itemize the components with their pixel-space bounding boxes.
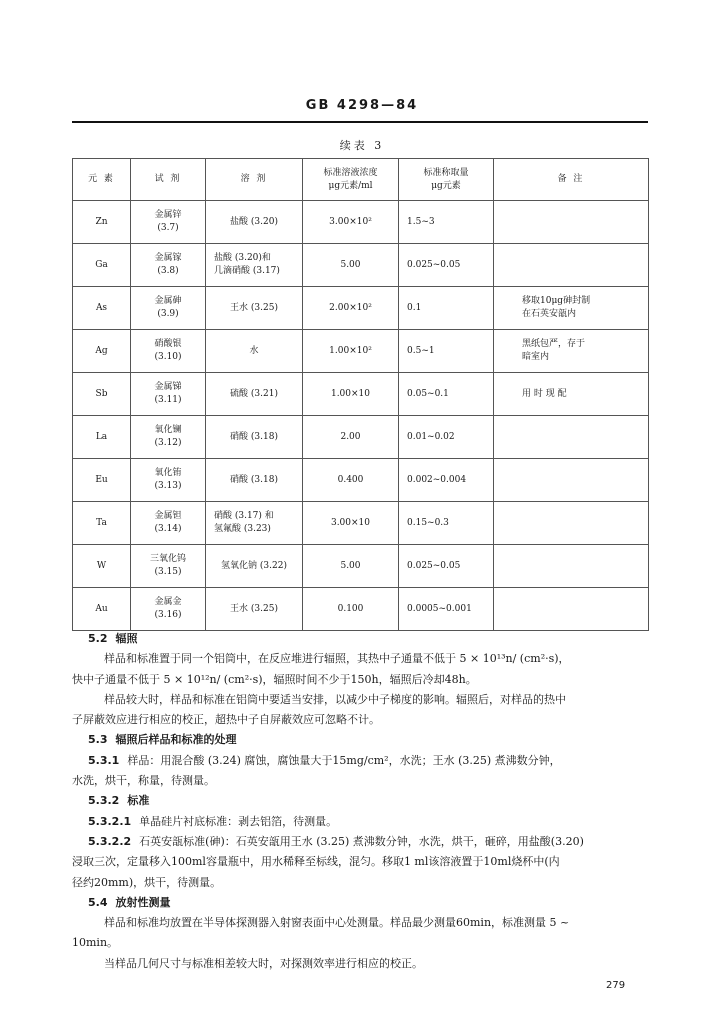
section-number: 5.2 — [88, 632, 108, 645]
paragraph: 子屏蔽效应进行相应的校正，超热中子自屏蔽效应可忽略不计。 — [72, 713, 380, 727]
header-label: 溶 剂 — [240, 174, 268, 184]
solvent-text: 几滴硝酸 (3.17) — [214, 266, 280, 276]
element-symbol: As — [95, 302, 108, 313]
solvent-text: 王水 (3.25) — [230, 302, 278, 313]
reagent-text: 氧化铕 — [154, 468, 182, 478]
concentration-cell — [303, 287, 399, 330]
solvent-text: 盐酸 (3.20) — [230, 216, 278, 227]
reagent-text: 三氧化钨 — [149, 554, 186, 564]
amount-cell — [399, 502, 494, 545]
element-symbol: Sb — [95, 388, 108, 399]
table-header — [73, 159, 649, 201]
reagent-text: (3.15) — [154, 567, 182, 577]
concentration-value: 3.00×10 — [330, 517, 371, 528]
amount-value: 0.002~0.004 — [407, 474, 467, 485]
note-cell — [494, 373, 649, 416]
solvent-cell — [206, 287, 303, 330]
element-cell — [73, 416, 131, 459]
section-5-3-heading — [88, 730, 648, 750]
col-note-header — [494, 159, 649, 201]
amount-cell — [399, 201, 494, 244]
note-text: 黑纸包严，存于 — [522, 339, 586, 349]
amount-cell — [399, 373, 494, 416]
reagent-text: (3.13) — [154, 481, 182, 491]
header-label: 标准称取量 — [423, 167, 469, 178]
paragraph: 样品较大时，样品和标准在铝筒中要适当安排，以减少中子梯度的影响。辐照后，对样品的热中 — [104, 692, 566, 706]
table-row — [73, 416, 649, 459]
header-label: μg元素 — [431, 180, 461, 191]
paragraph: 样品和标准均放置在半导体探测器入射窗表面中心处测量。样品最少测量60min，标准测量 5 ~ — [104, 916, 570, 930]
reagent-cell — [131, 201, 206, 244]
element-cell — [73, 373, 131, 416]
section-title: 放射性测量 — [115, 895, 171, 909]
reagent-text: (3.14) — [154, 524, 182, 534]
reagent-text: (3.11) — [154, 395, 182, 405]
paragraph — [88, 812, 648, 832]
reagent-text: 金属镓 — [154, 253, 182, 263]
standards-table — [72, 158, 649, 631]
section-number: 5.4 — [88, 895, 108, 909]
amount-cell — [399, 588, 494, 631]
reagent-text: 金属钽 — [154, 511, 182, 521]
reagent-cell — [131, 330, 206, 373]
amount-cell — [399, 330, 494, 373]
element-symbol: W — [96, 560, 107, 571]
section-number: 5.3.2.1 — [88, 814, 132, 828]
section-number: 5.3.1 — [88, 753, 120, 767]
reagent-text: 金属金 — [154, 597, 182, 607]
amount-value: 0.025~0.05 — [407, 259, 461, 270]
solvent-text: 盐酸 (3.20)和 — [214, 253, 271, 263]
header-label: 元 素 — [88, 174, 115, 184]
section-number: 5.3.2 — [88, 794, 120, 808]
element-cell — [73, 588, 131, 631]
concentration-value: 1.00×10 — [330, 388, 371, 399]
note-text: 用 时 现 配 — [522, 388, 567, 399]
header-label: 试 剂 — [154, 174, 182, 184]
section-5-4-heading — [88, 893, 648, 913]
section-number: 5.3 — [88, 733, 108, 747]
header-label: 备 注 — [557, 174, 585, 184]
reagent-cell — [131, 287, 206, 330]
solvent-text: 水 — [249, 345, 259, 356]
paragraph: 样品和标准置于同一个铝筒中，在反应堆进行辐照，其热中子通量不低于 5 × 10¹³n/ (cm²·s)， — [104, 652, 570, 666]
note-text: 在石英安瓿内 — [522, 309, 577, 319]
section-5-2-heading — [88, 629, 648, 649]
concentration-cell — [303, 545, 399, 588]
reagent-cell — [131, 588, 206, 631]
paragraph — [88, 832, 648, 852]
element-symbol: Au — [95, 603, 108, 614]
reagent-text: 氧化镧 — [154, 425, 182, 435]
reagent-text: (3.10) — [154, 352, 182, 362]
solvent-cell — [206, 588, 303, 631]
reagent-cell — [131, 373, 206, 416]
element-cell — [73, 330, 131, 373]
reagent-text: 金属锑 — [154, 382, 182, 392]
note-cell — [494, 244, 649, 287]
element-cell — [73, 201, 131, 244]
element-symbol: Eu — [95, 474, 108, 485]
solvent-text: 氢氧化钠 (3.22) — [221, 560, 287, 571]
note-cell — [494, 588, 649, 631]
amount-value: 0.5~1 — [407, 345, 435, 356]
table-title: 续表 3 — [339, 139, 385, 152]
amount-value: 0.1 — [407, 302, 422, 313]
solvent-cell — [206, 201, 303, 244]
standard-header: GB 4298—84 — [305, 98, 419, 113]
element-cell — [73, 244, 131, 287]
table-header-row — [73, 159, 649, 201]
reagent-cell — [131, 244, 206, 287]
solvent-text: 硝酸 (3.17) 和 — [214, 511, 274, 521]
concentration-value: 2.00×10² — [329, 302, 372, 313]
solvent-cell — [206, 416, 303, 459]
reagent-text: (3.8) — [157, 266, 179, 276]
solvent-text: 氢氟酸 (3.23) — [214, 524, 271, 534]
note-text: 移取10μg砷封制 — [522, 296, 591, 306]
reagent-cell — [131, 502, 206, 545]
col-solvent-header — [206, 159, 303, 201]
note-text: 暗室内 — [522, 352, 550, 362]
paragraph: 快中子通量不低于 5 × 10¹²n/ (cm²·s)，辐照时间不少于150h，辐照后冷却48h。 — [72, 672, 477, 686]
page-number: 279 — [606, 980, 626, 991]
table-row — [73, 330, 649, 373]
element-symbol: Ga — [95, 259, 108, 270]
solvent-text: 硫酸 (3.21) — [230, 388, 278, 399]
solvent-cell — [206, 373, 303, 416]
reagent-text: (3.12) — [154, 438, 182, 448]
amount-cell — [399, 459, 494, 502]
concentration-value: 0.100 — [337, 603, 364, 614]
element-symbol: Zn — [95, 216, 108, 227]
element-symbol: Ta — [96, 517, 107, 528]
col-element-header — [73, 159, 131, 201]
amount-value: 0.05~0.1 — [407, 388, 449, 399]
table-row — [73, 373, 649, 416]
table-body — [73, 201, 649, 631]
element-cell — [73, 287, 131, 330]
reagent-cell — [131, 416, 206, 459]
reagent-cell — [131, 459, 206, 502]
concentration-value: 5.00 — [340, 259, 361, 270]
paragraph — [88, 751, 648, 771]
solvent-cell — [206, 459, 303, 502]
amount-cell — [399, 416, 494, 459]
amount-value: 1.5~3 — [407, 216, 435, 227]
table-row — [73, 545, 649, 588]
solvent-cell — [206, 244, 303, 287]
amount-value: 0.025~0.05 — [407, 560, 461, 571]
section-5-3-2-heading — [88, 791, 648, 811]
section-title: 标准 — [127, 794, 150, 808]
solvent-cell — [206, 502, 303, 545]
amount-value: 0.01~0.02 — [407, 431, 455, 442]
note-cell — [494, 201, 649, 244]
note-cell — [494, 502, 649, 545]
header-label: μg元素/ml — [328, 180, 373, 191]
col-reagent-header — [131, 159, 206, 201]
concentration-cell — [303, 502, 399, 545]
reagent-cell — [131, 545, 206, 588]
note-cell — [494, 330, 649, 373]
reagent-text: 金属砷 — [154, 296, 182, 306]
table-row — [73, 244, 649, 287]
concentration-value: 1.00×10² — [329, 345, 372, 356]
reagent-text: 金属锌 — [154, 210, 182, 220]
section-title: 辐照 — [115, 632, 138, 645]
paragraph-text: 石英安瓿标准(砷)：石英安瓿用王水 (3.25) 煮沸数分钟，水洗，烘干，砸碎，用盐酸(3.20) — [139, 834, 584, 848]
element-cell — [73, 502, 131, 545]
table-row — [73, 588, 649, 631]
amount-cell — [399, 287, 494, 330]
concentration-cell — [303, 588, 399, 631]
concentration-cell — [303, 373, 399, 416]
solvent-text: 硝酸 (3.18) — [230, 431, 278, 442]
reagent-text: 硝酸银 — [154, 339, 182, 349]
reagent-text: (3.9) — [157, 309, 179, 319]
table-row — [73, 502, 649, 545]
concentration-cell — [303, 416, 399, 459]
header-rule — [72, 121, 648, 123]
concentration-value: 2.00 — [340, 431, 361, 442]
amount-cell — [399, 244, 494, 287]
note-cell — [494, 459, 649, 502]
section-title: 辐照后样品和标准的处理 — [115, 733, 237, 747]
reagent-text: (3.16) — [154, 610, 182, 620]
concentration-cell — [303, 244, 399, 287]
table-row — [73, 201, 649, 244]
element-cell — [73, 459, 131, 502]
concentration-value: 0.400 — [337, 474, 364, 485]
solvent-text: 王水 (3.25) — [230, 603, 278, 614]
concentration-cell — [303, 330, 399, 373]
element-cell — [73, 545, 131, 588]
concentration-cell — [303, 459, 399, 502]
section-number: 5.3.2.2 — [88, 834, 132, 848]
paragraph: 10min。 — [72, 936, 119, 950]
concentration-cell — [303, 201, 399, 244]
paragraph-text: 样品：用混合酸 (3.24) 腐蚀，腐蚀量大于15mg/cm²，水洗；王水 (3.25) 煮沸数分钟， — [127, 753, 561, 767]
table-row — [73, 459, 649, 502]
solvent-text: 硝酸 (3.18) — [230, 474, 278, 485]
concentration-value: 5.00 — [340, 560, 361, 571]
body-text — [72, 629, 648, 974]
paragraph: 径约20mm)，烘干，待测量。 — [72, 875, 222, 889]
solvent-cell — [206, 545, 303, 588]
note-cell — [494, 416, 649, 459]
concentration-value: 3.00×10² — [329, 216, 372, 227]
element-symbol: Ag — [95, 345, 108, 356]
solvent-cell — [206, 330, 303, 373]
paragraph: 水洗，烘干，称量，待测量。 — [72, 774, 215, 788]
amount-cell — [399, 545, 494, 588]
header-label: 标准溶液浓度 — [323, 167, 378, 178]
table-row — [73, 287, 649, 330]
element-symbol: La — [95, 431, 108, 442]
amount-value: 0.0005~0.001 — [407, 603, 472, 614]
note-cell — [494, 287, 649, 330]
paragraph-text: 单晶硅片衬底标准：剥去铝箔，待测量。 — [139, 814, 338, 828]
paragraph: 浸取三次，定量移入100ml容量瓶中，用水稀释至标线，混匀。移取1 ml该溶液置于10ml烧杯中(内 — [72, 855, 560, 869]
reagent-text: (3.7) — [157, 223, 179, 233]
note-cell — [494, 545, 649, 588]
col-concentration-header — [303, 159, 399, 201]
col-amount-header — [399, 159, 494, 201]
amount-value: 0.15~0.3 — [407, 517, 449, 528]
paragraph: 当样品几何尺寸与标准相差较大时，对探测效率进行相应的校正。 — [104, 956, 423, 970]
